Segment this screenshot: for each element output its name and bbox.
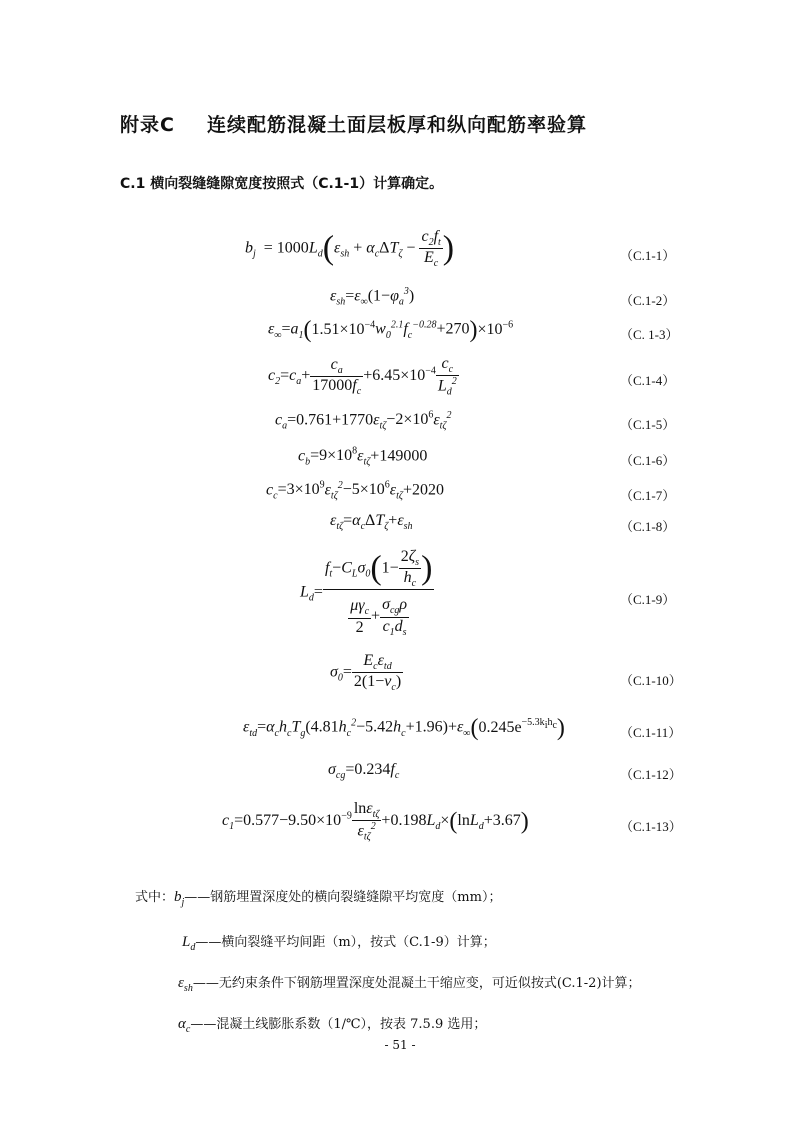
equation-label: （C.1-5） xyxy=(620,417,676,432)
equation-label: （C.1-7） xyxy=(620,488,676,503)
equation-label: （C.1-1） xyxy=(620,248,676,263)
equation-label: （C.1-2） xyxy=(620,293,676,308)
equation-c1-2: $\varepsilon_{sh}=\varepsilon_\infty(1-\varphi_a^3)$ xyxy=(330,286,415,308)
equation-label: （C.1-8） xyxy=(620,519,676,534)
page-number: - 51 - xyxy=(384,1038,416,1052)
definition-alpha-c: $\alpha_c——$混凝土线膨胀系数（1/℃），按表 7.5.9 选用； xyxy=(178,1016,487,1035)
equation-c1-9: $L_d=$ $f_t-C_L\sigma_0(1-$ $\frac{2\zeta_s}{h_c}$ ) $\frac{\mu\gamma_c}{2}$ + $\frac{\sigma_{cg}\rho}{c_1d_s}$ xyxy=(300,548,433,638)
appendix-title-text: 连续配筋混凝土面层板厚和纵向配筋率验算 xyxy=(206,114,587,136)
equation-c1-1: $b_j = 1000L_d(\varepsilon_{sh} + \alpha_c\Delta T_\zeta$ − $\frac{c_2f_t}{E_c}$ ) xyxy=(245,228,455,270)
definition-ld: $L_d——$横向裂缝平均间距（m），按式（C.1-9）计算； xyxy=(182,934,496,953)
definition-text: ——横向裂缝平均间距（m），按式（C.1-9）计算； xyxy=(195,935,496,950)
equation-c1-13: $c_1=0.577-9.50\times 10^{-9}$ $\frac{\ln\varepsilon_{t\zeta}}{\varepsilon_{t\zeta}^2}$ $+0.198L_d\times(\ln L_d+3.67)$ xyxy=(222,800,529,843)
equation-c1-10: $\sigma_0=$ $\frac{E_c\varepsilon_{td}}{2(1-v_c)}$ xyxy=(330,652,402,694)
equation-c1-5: $c_a=0.761+1770\varepsilon_{t\zeta}-2\times 10^6\varepsilon_{t\zeta}^2$ xyxy=(275,410,452,432)
definition-esh: $\varepsilon_{sh}——$无约束条件下钢筋埋置深度处混凝土干缩应变，可近似按式(C.1-2)计算； xyxy=(178,975,641,994)
definition-text: ——混凝土线膨胀系数（1/℃），按表 7.5.9 选用； xyxy=(190,1017,487,1032)
definition-text: ——无约束条件下钢筋埋置深度处混凝土干缩应变，可近似按式(C.1-2)计算； xyxy=(192,976,641,991)
equation-label: （C.1-9） xyxy=(620,592,676,607)
equation-label: （C.1-13） xyxy=(620,819,682,834)
equation-c1-3: $\varepsilon_\infty=a_1(1.51\times 10^{-4}w_0^{2.1}f_c^{-0.28}+270)\times 10^{-6}$ xyxy=(268,317,514,343)
section-heading: C.1 横向裂缝缝隙宽度按照式（C.1-1）计算确定。 xyxy=(120,176,444,192)
definition-bj: 式中：$b_j——$钢筋埋置深度处的横向裂缝缝隙平均宽度（mm）； xyxy=(135,889,502,908)
equation-label: （C.1-4） xyxy=(620,373,676,388)
equation-label: （C.1-11） xyxy=(620,725,682,740)
equation-label: （C. 1-3） xyxy=(620,327,679,342)
equation-c1-11: $\varepsilon_{td}=\alpha_ch_cT_g(4.81h_c^2-5.42h_c+1.96)+\varepsilon_\infty(0.245e^{-5.3k_ih_c})$ xyxy=(243,715,565,741)
appendix-number: 附录C xyxy=(120,114,175,136)
equation-label: （C.1-12） xyxy=(620,767,682,782)
equation-c1-6: $c_b=9\times 10^8\varepsilon_{t\zeta}+149000$ xyxy=(298,446,428,468)
definition-text: ——钢筋埋置深度处的横向裂缝缝隙平均宽度（mm）； xyxy=(184,890,502,905)
equation-c1-8: $\varepsilon_{t\zeta}=\alpha_c\Delta T_\zeta+\varepsilon_{sh}$ xyxy=(330,512,413,533)
equation-c1-7: $c_c=3\times 10^9\varepsilon_{t\zeta}^2-5\times 10^6\varepsilon_{t\zeta}+2020$ xyxy=(266,480,444,502)
equation-label: （C.1-6） xyxy=(620,453,676,468)
definitions-intro: 式中： xyxy=(135,890,175,905)
equation-label: （C.1-10） xyxy=(620,673,682,688)
appendix-title xyxy=(120,110,587,137)
equation-c1-12: $\sigma_{cg}=0.234f_c$ xyxy=(328,761,400,782)
equation-c1-4: $c_2=c_a+$ $\frac{c_a}{17000f_c}$ $+6.45\times 10^{-4}$ $\frac{c_c}{L_d^2}$ xyxy=(268,355,457,398)
